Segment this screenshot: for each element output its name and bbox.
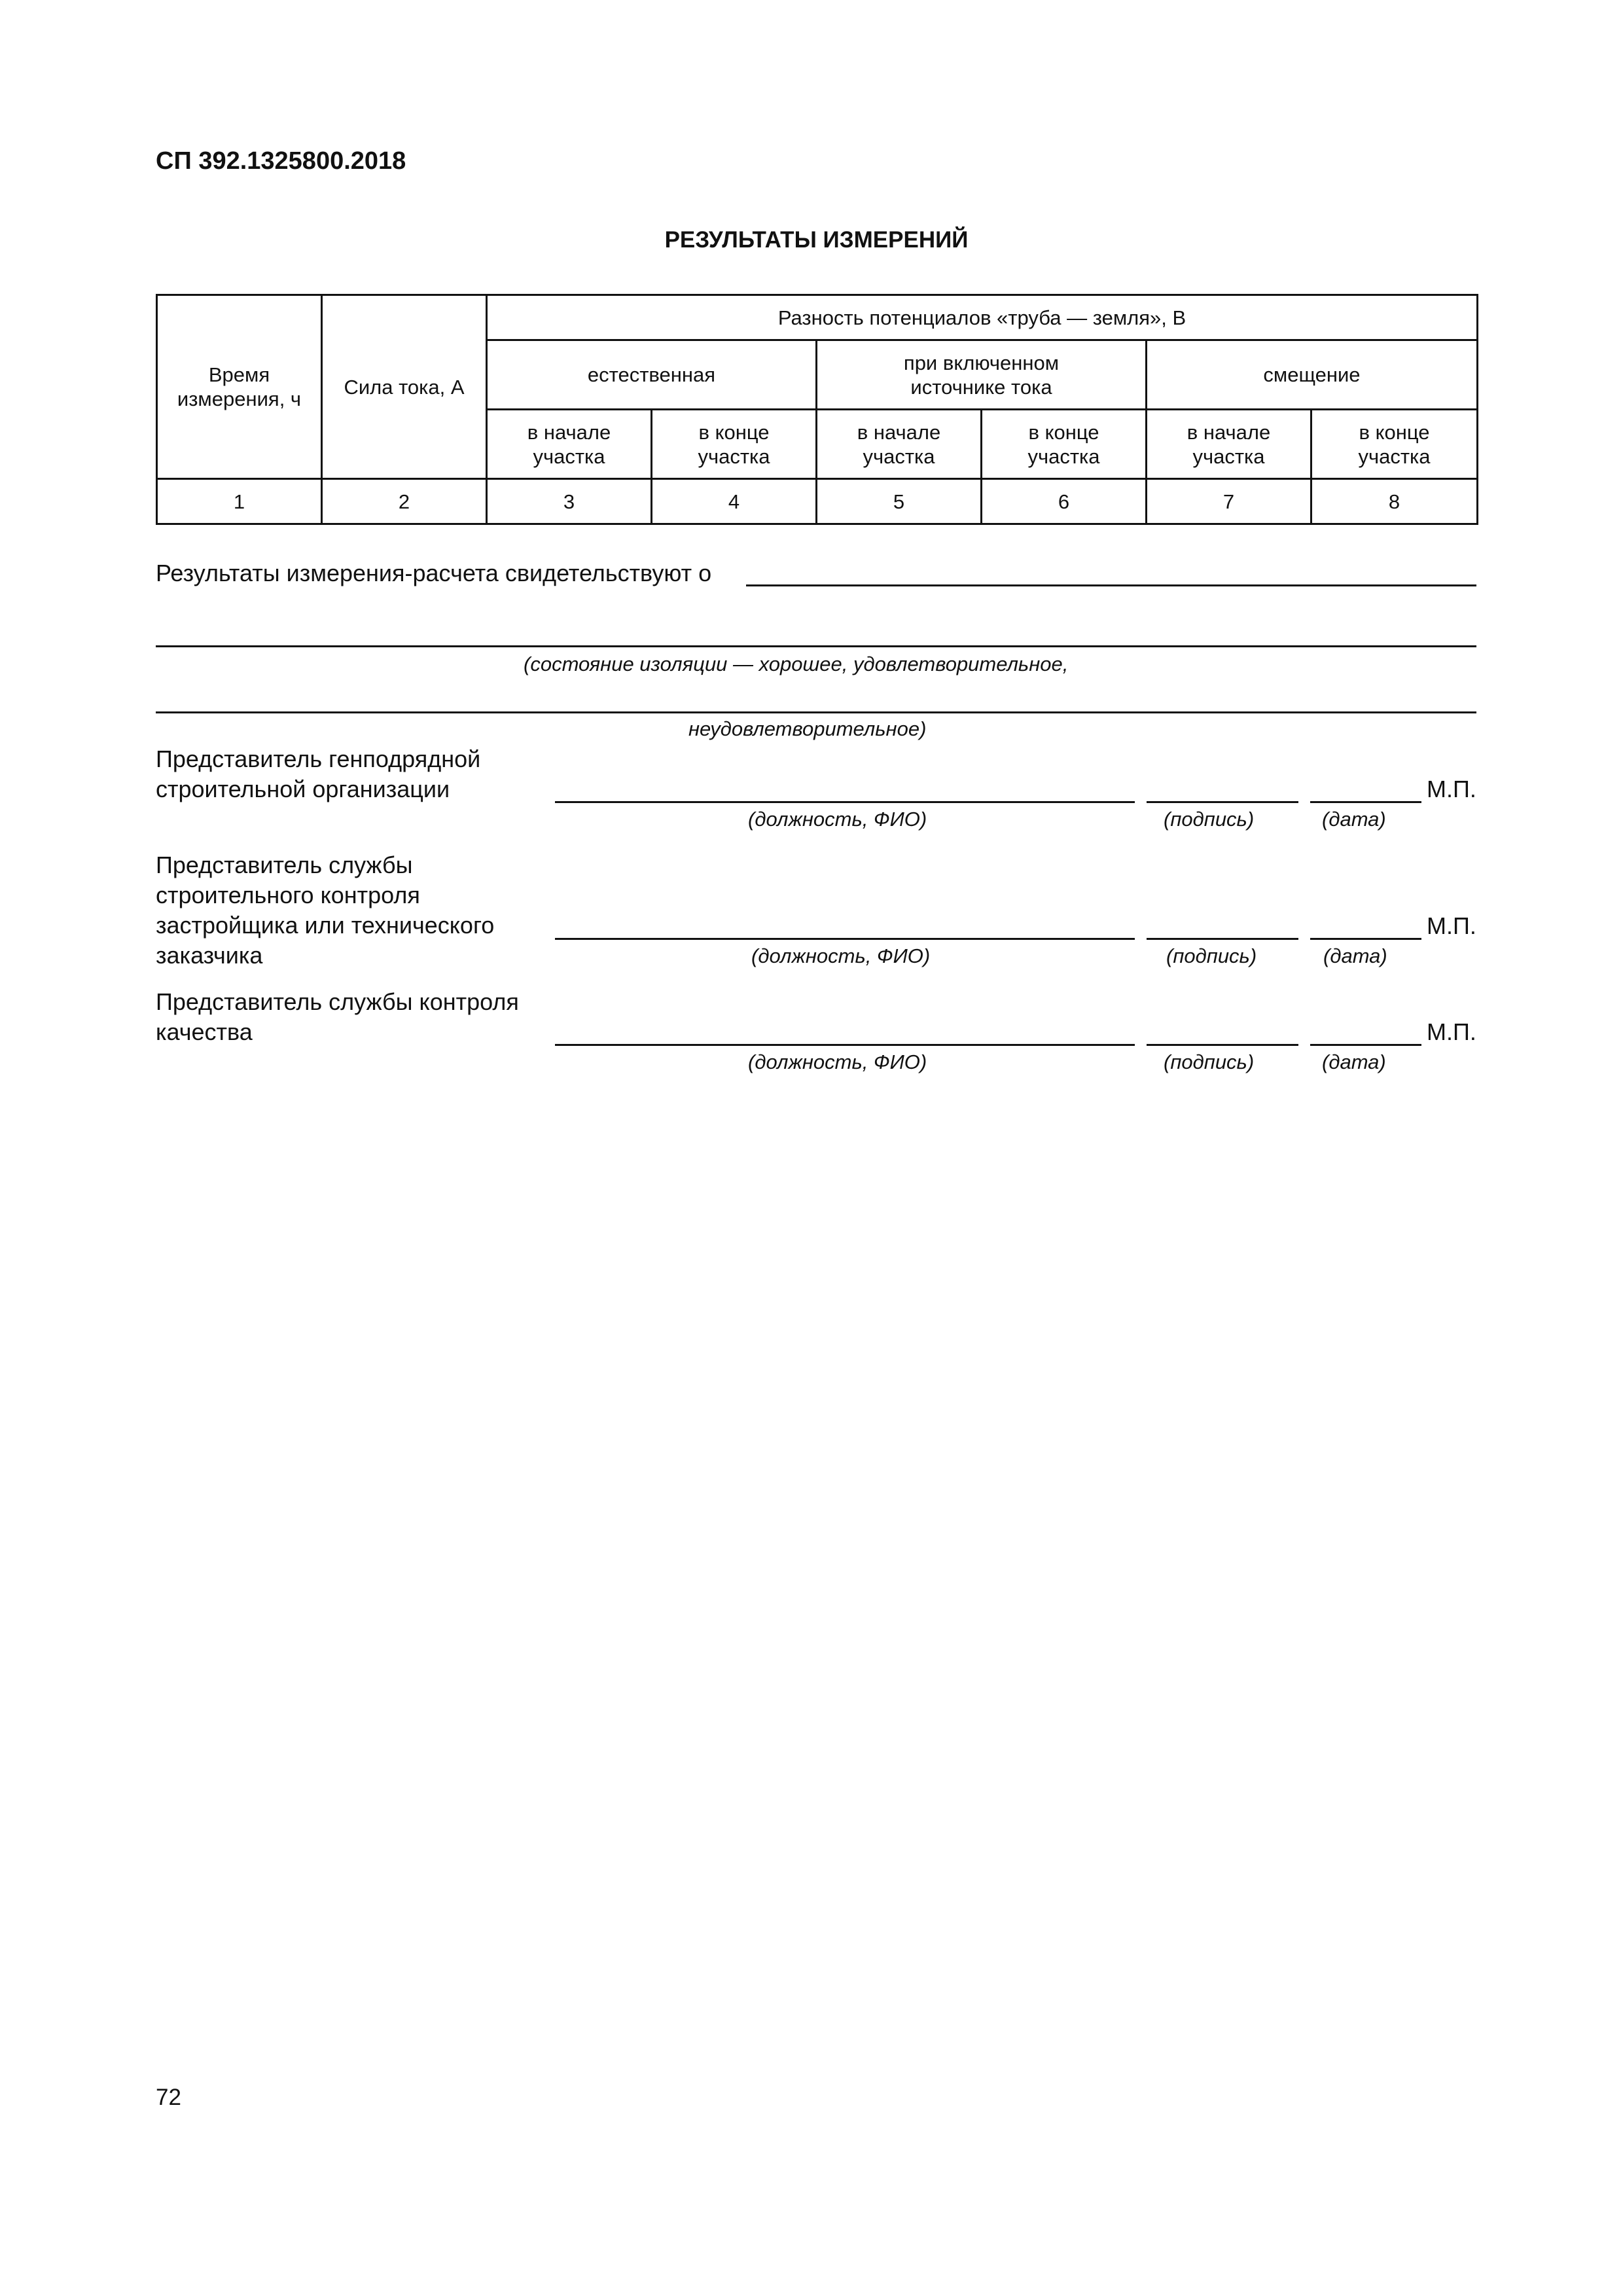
header-end-4: в конце участка <box>652 410 817 479</box>
column-number: 2 <box>322 479 487 524</box>
header-current: Сила тока, А <box>322 295 487 479</box>
stamp-label: М.П. <box>1427 776 1476 802</box>
caption-position: (должность, ФИО) <box>748 808 927 831</box>
header-start-3: в начале участка <box>487 410 652 479</box>
date-field[interactable] <box>1310 801 1421 803</box>
position-name-field[interactable] <box>555 1044 1135 1046</box>
column-number: 8 <box>1311 479 1478 524</box>
caption-position: (должность, ФИО) <box>751 944 931 967</box>
conclusion-input-line-3[interactable] <box>156 711 1476 713</box>
position-name-field[interactable] <box>555 801 1135 803</box>
conclusion-hint-2: неудовлетворительное) <box>688 717 927 740</box>
conclusion-lead: Результаты измерения-расчета свидетельствуют о <box>156 560 712 586</box>
conclusion-hint-1: (состояние изоляции — хорошее, удовлетворительное, <box>524 653 1069 675</box>
developer-control-rep-label: Представитель службы строительного контроля застройщика или технического заказчика <box>156 852 495 969</box>
conclusion-input-line-2[interactable] <box>156 645 1476 647</box>
header-end-6: в конце участка <box>982 410 1147 479</box>
column-number: 4 <box>652 479 817 524</box>
header-natural: естественная <box>487 340 817 410</box>
conclusion-input-line[interactable] <box>746 584 1476 586</box>
measurement-table <box>156 294 1478 525</box>
stamp-label: М.П. <box>1427 1018 1476 1045</box>
header-start-5: в начале участка <box>817 410 982 479</box>
caption-position: (должность, ФИО) <box>748 1050 927 1073</box>
page-number: 72 <box>156 2085 181 2110</box>
header-end-8: в конце участка <box>1311 410 1478 479</box>
signature-field[interactable] <box>1147 801 1298 803</box>
caption-signature: (подпись) <box>1164 1050 1255 1073</box>
date-field[interactable] <box>1310 1044 1421 1046</box>
caption-date: (дата) <box>1322 808 1386 831</box>
caption-date: (дата) <box>1323 944 1387 967</box>
position-name-field[interactable] <box>555 938 1135 940</box>
header-time: Время измерения, ч <box>157 295 322 479</box>
page-title: РЕЗУЛЬТАТЫ ИЗМЕРЕНИЙ <box>664 227 969 253</box>
signature-field[interactable] <box>1147 1044 1298 1046</box>
header-source-on: при включенном источнике тока <box>817 340 1147 410</box>
column-number: 7 <box>1147 479 1311 524</box>
stamp-label: М.П. <box>1427 912 1476 939</box>
general-contractor-rep-label: Представитель генподрядной строительной организации <box>156 745 481 802</box>
header-shift: смещение <box>1147 340 1478 410</box>
caption-signature: (подпись) <box>1164 808 1255 831</box>
header-potential-difference: Разность потенциалов «труба — земля», В <box>487 295 1478 340</box>
date-field[interactable] <box>1310 938 1421 940</box>
quality-control-rep-label: Представитель службы контроля качества <box>156 988 519 1045</box>
column-number: 5 <box>817 479 982 524</box>
caption-signature: (подпись) <box>1166 944 1257 967</box>
column-number: 1 <box>157 479 322 524</box>
signature-field[interactable] <box>1147 938 1298 940</box>
header-start-7: в начале участка <box>1147 410 1311 479</box>
document-code: СП 392.1325800.2018 <box>156 147 406 175</box>
column-number: 3 <box>487 479 652 524</box>
caption-date: (дата) <box>1322 1050 1386 1073</box>
column-number: 6 <box>982 479 1147 524</box>
